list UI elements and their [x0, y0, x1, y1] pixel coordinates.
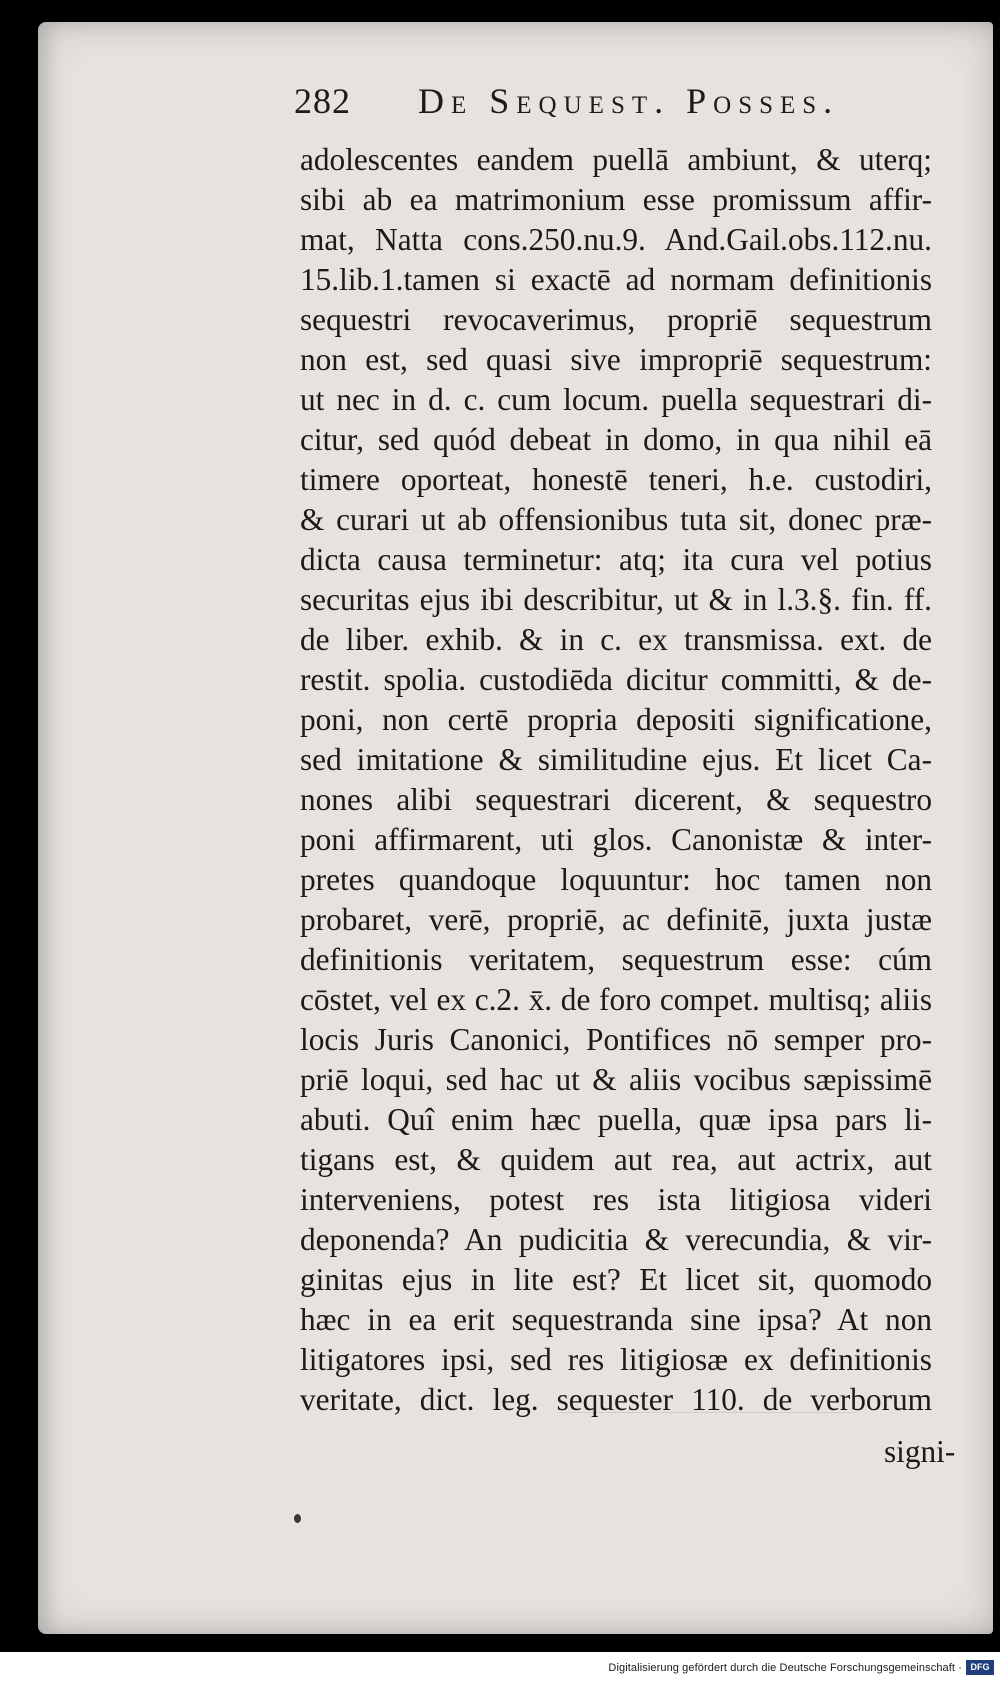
ink-spot — [294, 1514, 301, 1523]
text-line: poni affirmarent, uti glos. Canonistæ & inter- — [300, 822, 932, 857]
text-line: mat, Natta cons.250.nu.9. And.Gail.obs.112.nu. — [300, 222, 932, 257]
text-line: priē loqui, sed hac ut & aliis vocibus sæpissimē — [300, 1062, 932, 1097]
text-line: nones alibi sequestrari dicerent, & sequestro — [300, 782, 932, 817]
text-line: probaret, verē, propriē, ac definitē, juxta justæ — [300, 902, 932, 937]
text-line: hæc in ea erit sequestranda sine ipsa? At non — [300, 1302, 932, 1337]
running-head: De Sequest. Posses. — [418, 81, 840, 121]
text-line: sequestri revocaverimus, propriē sequestrum — [300, 302, 932, 337]
text-line: locis Juris Canonici, Pontifices nō semper pro- — [300, 1022, 932, 1057]
text-line: restit. spolia. custodiēda dicitur committi, & de- — [300, 662, 932, 697]
text-line: pretes quandoque loquuntur: hoc tamen non — [300, 862, 932, 897]
text-line: tigans est, & quidem aut rea, aut actrix, aut — [300, 1142, 932, 1177]
text-line: adolescentes eandem puellā ambiunt, & uterq; — [300, 142, 932, 177]
text-line: veritate, dict. leg. sequester 110. de verborum — [300, 1382, 932, 1417]
page-number: 282 — [294, 81, 351, 121]
text-line: interveniens, potest res ista litigiosa videri — [300, 1182, 932, 1217]
text-line: poni, non certē propria depositi significatione, — [300, 702, 932, 737]
text-line: sibi ab ea matrimonium esse promissum affir- — [300, 182, 932, 217]
text-line: timere oporteat, honestē teneri, h.e. custodiri, — [300, 462, 932, 497]
page-header — [294, 80, 934, 140]
dfg-logo-icon: DFG — [966, 1660, 994, 1675]
text-line: sed imitatione & similitudine ejus. Et licet Ca- — [300, 742, 932, 777]
digitization-footer — [0, 1652, 1000, 1688]
text-line: litigatores ipsi, sed res litigiosæ ex definitionis — [300, 1342, 932, 1377]
text-line: deponenda? An pudicitia & verecundia, & vir- — [300, 1222, 932, 1257]
text-line: dicta causa terminetur: atq; ita cura vel potius — [300, 542, 932, 577]
text-line: cōstet, vel ex c.2. x̄. de foro compet. multisq; aliis — [300, 982, 932, 1017]
text-line: de liber. exhib. & in c. ex transmissa. ext. de — [300, 622, 932, 657]
show-through-mark — [558, 1412, 858, 1503]
text-line: abuti. Quî enim hæc puella, quæ ipsa pars li- — [300, 1102, 932, 1137]
text-line: non est, sed quasi sive impropriē sequestrum: — [300, 342, 932, 377]
body-text — [300, 140, 932, 1420]
text-line: ginitas ejus in lite est? Et licet sit, quomodo — [300, 1262, 932, 1297]
text-line: & curari ut ab offensionibus tuta sit, donec præ- — [300, 502, 932, 537]
text-line: 15.lib.1.tamen si exactē ad normam definitionis — [300, 262, 932, 297]
catchword: signi- — [884, 1434, 956, 1469]
funding-credit: Digitalisierung gefördert durch die Deutsche Forschungsgemeinschaft · — [608, 1662, 962, 1674]
book-page — [38, 22, 993, 1634]
text-line: citur, sed quód debeat in domo, in qua nihil eā — [300, 422, 932, 457]
text-line: definitionis veritatem, sequestrum esse: cúm — [300, 942, 932, 977]
text-line: securitas ejus ibi describitur, ut & in l.3.§. fin. ff. — [300, 582, 932, 617]
text-line: ut nec in d. c. cum locum. puella sequestrari di- — [300, 382, 932, 417]
